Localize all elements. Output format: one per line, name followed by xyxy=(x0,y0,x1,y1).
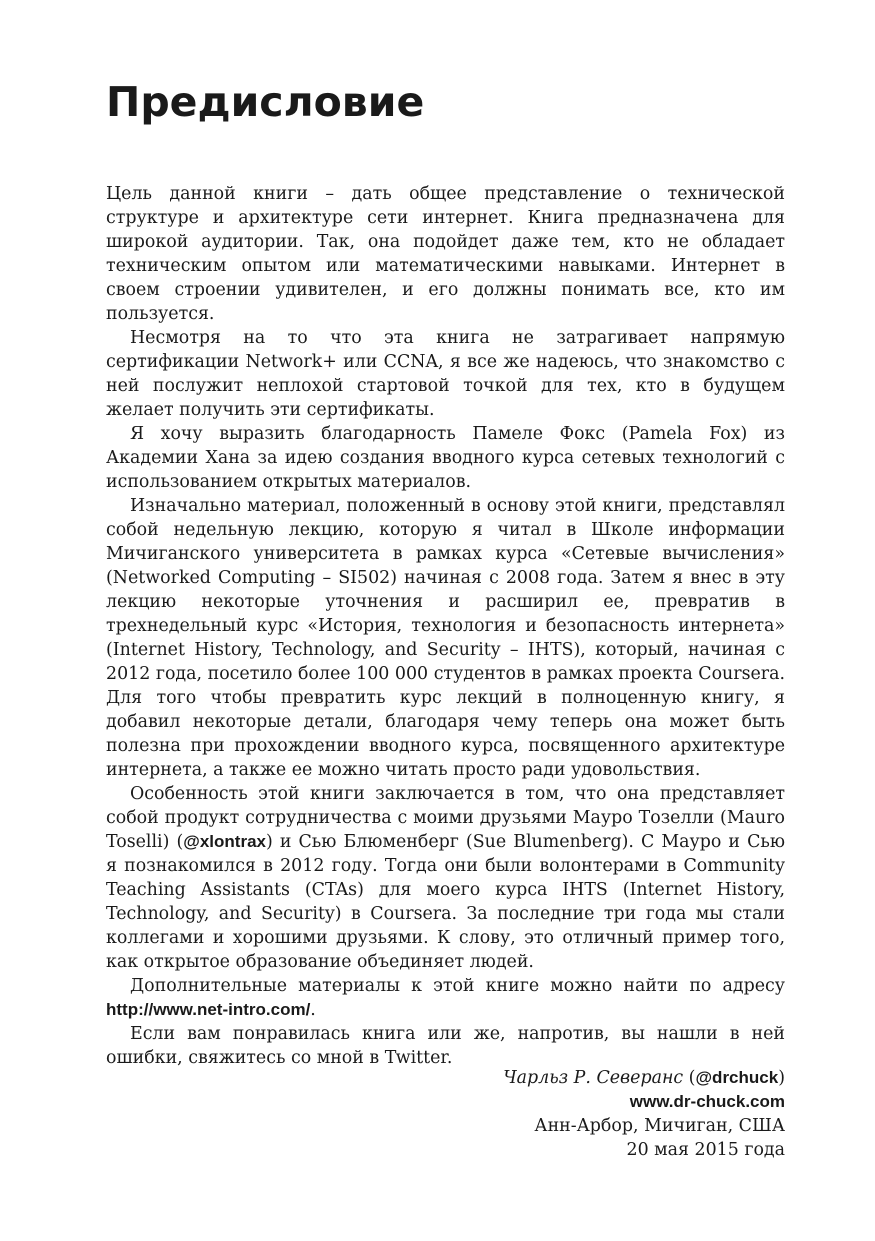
paragraph-6-text-b: . xyxy=(310,1000,316,1020)
signature-block xyxy=(503,1066,785,1162)
paragraph-2: Несмотря на то что эта книга не затрагивает напрямую сертификации Network+ или CCNA, я все же надеюсь, что знакомство с ней послужит неплохой стартовой точкой для тех, кто в будущем желает получить эти сертификаты. xyxy=(106,328,785,420)
signature-paren-open: ( xyxy=(683,1068,696,1088)
paragraph-1: Цель данной книги – дать общее представление о технической структуре и архитектуре сети интернет. Книга предназначена для широкой аудитории. Так, она подойдет даже тем, кто не обладает техническим опытом или математическими навыками. Интернет в своем строении удивителен, и его должны понимать все, кто им пользуется. xyxy=(106,184,785,324)
signature-place: Анн-Арбор, Мичиган, США xyxy=(534,1116,785,1136)
paragraph-6 xyxy=(106,974,785,1022)
twitter-handle-drchuck[interactable]: @drchuck xyxy=(695,1068,779,1087)
signature-date: 20 мая 2015 года xyxy=(626,1140,785,1160)
paragraph-5-text-b: ) и Сью Блюменберг (Sue Blumenberg). С Мауро и Сью я познакомился в 2012 году. Тогда они были волонтерами в Community Teaching Assistants (CTAs) для моего курса IHTS (Internet History, Technology, and Security) в Coursera. За последние три года мы стали коллегами и хорошими друзьями. К слову, это отличный пример того, как открытое образование объединяет людей. xyxy=(106,832,785,972)
signature-name-line xyxy=(503,1066,785,1090)
twitter-handle-xlontrax[interactable]: @xlontrax xyxy=(183,832,266,851)
paragraph-4: Изначально материал, положенный в основу этой книги, представлял собой недельную лекцию, которую я читал в Школе информации Мичиганского университета в рамках курса «Сетевые вычисления» (Networked Computing – SI502) начиная с 2008 года. Затем я внес в эту лекцию некоторые уточнения и расширил ее, превратив в трехнедельный курс «История, технология и безопасность интернета» (Internet History, Technology, and Security – IHTS), который, начиная с 2012 года, посетило более 100 000 студентов в рамках проекта Coursera. Для того чтобы превратить курс лекций в полноценную книгу, я добавил некоторые детали, благодаря чему теперь она может быть полезна при прохождении вводного курса, посвященного архитектуре интернета, а также ее можно читать просто ради удовольствия. xyxy=(106,496,785,780)
paragraph-5-text-a: Особенность этой книги заключается в том, что она представляет собой продукт сотрудничества с моими друзьями Мауро Тозелли (Mauro Toselli) ( xyxy=(106,784,785,852)
author-name: Чарльз Р. Северанс xyxy=(503,1068,684,1088)
author-website-link[interactable]: www.dr-chuck.com xyxy=(629,1092,785,1111)
paragraph-5 xyxy=(106,782,785,974)
paragraph-6-text-a: Дополнительные материалы к этой книге можно найти по адресу xyxy=(130,976,785,996)
net-intro-link[interactable]: http://www.net-intro.com/ xyxy=(106,1000,311,1019)
body-text xyxy=(106,182,785,1070)
paragraph-3: Я хочу выразить благодарность Памеле Фокс (Pamela Fox) из Академии Хана за идею создания вводного курса сетевых технологий с использованием открытых материалов. xyxy=(106,424,785,492)
page-title: Предисловие xyxy=(106,78,425,126)
signature-paren-close: ) xyxy=(778,1068,785,1088)
paragraph-7: Если вам понравилась книга или же, напротив, вы нашли в ней ошибки, свяжитесь со мной в Twitter. xyxy=(106,1024,785,1068)
